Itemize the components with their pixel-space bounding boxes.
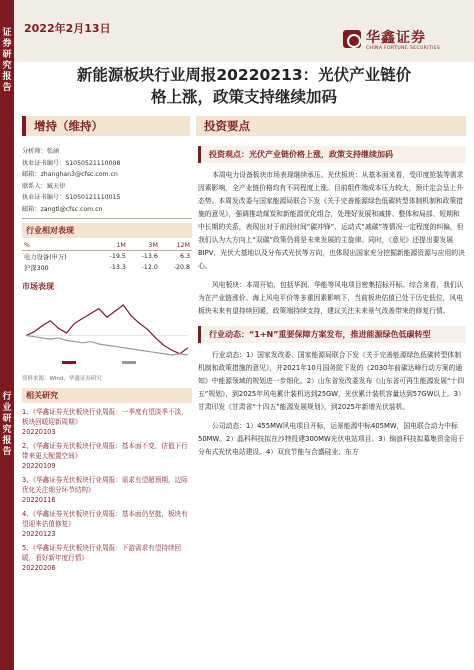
analyst-line: 执业证书编号：S1050521110008 <box>22 159 121 167</box>
dynamics-paragraph: 行业动态：1）国家发改委、国家能源局联合下发《关于完善能源绿色低碳转型体制机制和政策措施的意见》，并2021年10月国务院下发的《2030年前碳达峰行动方案的通知》中能源领域的规划进一步细化。2）山东省发改委发布《山东省可再生能源发展“十四五”规划》，到2025年风电累计装机达到25GW，光伏累计装机容量达到57GW以上。3）甘肃印发《甘肃省“十四五”能源发展规划》，到2025年新增光伏装机。 <box>198 351 465 411</box>
performance-table <box>22 241 192 273</box>
related-item[interactable]: 3、《华鑫证券光伏板块行业周报：需求有望超预期，边际优化关注细分环节结构》 20220116 <box>22 476 188 504</box>
analyst-line: 分析师：张涵 <box>22 148 60 155</box>
title-line-2: 格上涨，政策支持继续加码 <box>150 88 337 106</box>
rating-bar <box>22 116 190 136</box>
chart-source: 资料来源：Wind，华鑫证券研究 <box>22 376 102 382</box>
legend-swatch-0 <box>62 361 76 364</box>
dynamics-heading: 行业动态：“1+N”重要保障方案发布，推进能源绿色低碳转型 <box>198 326 466 343</box>
related-item[interactable]: 1、《华鑫证券光伏板块行业周报：一季度有望淡季不淡，板块回暖迎新周期》 20220103 <box>22 408 188 436</box>
points-bar <box>196 116 466 136</box>
brand-name-en: CHINA FORTUNE SECURITIES <box>366 46 441 51</box>
brand-name: 华鑫证券 <box>366 30 426 46</box>
title-line-1: 新能源板块行业周报20220213：光伏产业链价 <box>76 66 412 84</box>
company-paragraph: 公司动态：1）455MW风电项目开标，运景能源中标405MW，国电联合动力中标50MW。2）晶科科技拟在沙特投建300MW光伏电站项目。3）锦浪科技拟募集资金用于分布式光伏电站建设。4）双良节能与合盛硅业、东方 <box>198 422 465 456</box>
rating-label: 增持（维持） <box>34 119 103 133</box>
view-paragraph: 本周电力设备板块市场表现继续承压。光伏板块：从基本面来看，受印度抢装等需求因素影响，全产业链价格均有不同程度上涨。目前组件端成本压力较大，预计定会呈上升态势。本周发改委与国家能源局联合下发《关于完善能源绿色低碳转型体制机制和政策措施的意见》，强调推动煤炭和新能源优化组合，处理好发展和减排、整体和局部、短期和中长期的关系，表现出对于前段时间“碳冲锋”、运动式“减碳”等情况一定程度的纠偏，但我们认为大方向上“双碳”政策仍将是未来发展的主旋律。同时，《意见》还提出要发展BIPV、光伏大基地以及分布式光伏等方向，也体现出国家充分挖掘新能源资源与应用的决心。 <box>198 171 465 270</box>
related-item[interactable]: 5、《华鑫证券光伏板块行业周报：下游需求有望持续回暖，看好新年度行情》 20220206 <box>22 544 182 572</box>
analyst-line: 联系人：臧天律 <box>22 182 66 190</box>
series-line-0 <box>26 305 188 354</box>
company-logo-icon <box>343 30 361 48</box>
market-heading: 市场表现 <box>22 282 54 291</box>
analyst-line: 邮箱：zangtl@cfsc.com.cn <box>22 205 103 213</box>
divider <box>22 218 192 219</box>
view-heading: 投资观点：光伏产业链价格上涨，政策支持继续加码 <box>198 146 466 163</box>
table-row: 沪深300 -13.3 -12.0 -20.8 <box>24 264 190 272</box>
analyst-line: 邮箱：zhanghan3@cfsc.com.cn <box>22 171 118 178</box>
report-date: 2022年2月13日 <box>24 22 111 35</box>
right-column <box>198 146 466 459</box>
table-header-row: % 1M 3M 12M <box>24 242 190 249</box>
side-label-bottom: 行业研究报告 <box>2 392 12 457</box>
market-chart <box>22 299 192 369</box>
analyst-info <box>22 146 192 215</box>
table-row: 电力设备(申万) -19.5 -13.6 6.3 <box>24 253 190 261</box>
legend-swatch-1 <box>122 361 136 364</box>
related-heading: 相关研究 <box>22 388 192 403</box>
related-item[interactable]: 4、《华鑫证券光伏板块行业周报：基本面仍坚挺，板块有望迎来估值修复》 20220123 <box>22 510 188 538</box>
wind-paragraph: 风电板块：本周开始，包括华润、华能等风电项目密集招标开标。综合来看，我们认为在产业链涨价、海上风电平价等多重因素影响下，当前板块估值已处于历史低位，风电板块未来有望持续回暖，政策端持续支持，建议关注未来景气改善带来的修复行情。 <box>198 281 464 315</box>
related-list <box>22 407 192 573</box>
points-title: 投资要点 <box>204 119 250 133</box>
side-strip <box>0 0 14 670</box>
analyst-line: 执业证书编号：S1050121110015 <box>22 194 121 201</box>
side-label-top: 证券研究报告 <box>2 28 12 93</box>
related-item[interactable]: 2、《华鑫证券光伏板块行业周报：基本面不变，估值下行带来更大配置空间》 20220109 <box>22 442 188 470</box>
left-column <box>22 146 192 573</box>
report-title <box>22 64 466 108</box>
performance-heading: 行业相对表现 <box>22 223 192 238</box>
